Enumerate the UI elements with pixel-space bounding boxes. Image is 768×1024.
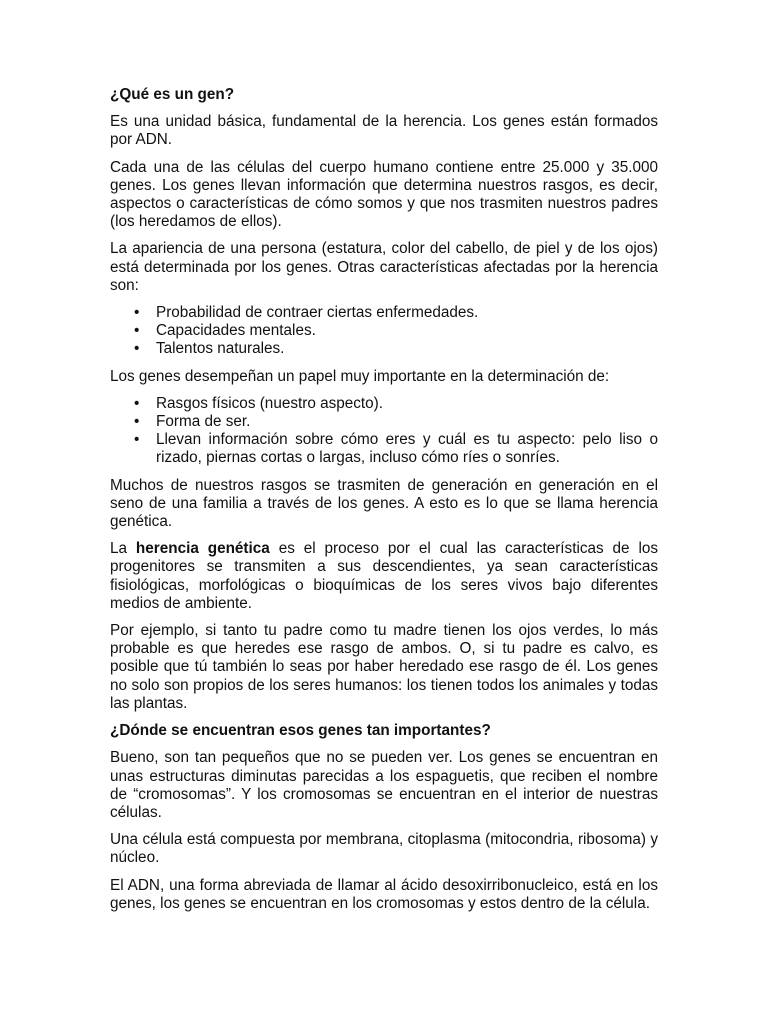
paragraph-lead: La [110, 540, 136, 558]
paragraph-celula: Una célula está compuesta por membrana, citoplasma (mitocondria, ribosoma) y núcleo. [110, 831, 658, 867]
paragraph-definicion: Es una unidad básica, fundamental de la herencia. Los genes están formados por ADN. [110, 113, 658, 149]
list-item-text: Rasgos físicos (nuestro aspecto). [156, 394, 384, 412]
bullet-icon: • [134, 304, 140, 322]
list-item-text: Forma de ser. [156, 413, 251, 431]
paragraph-cromosomas: Bueno, son tan pequeños que no se pueden ver. Los genes se encuentran en unas estructuras diminutas parecidas a los espaguetis, que reciben el nombre de “cromosomas”. Y los cromosomas se encuentran en el interior de nuestras células. [110, 749, 658, 821]
paragraph-determinacion: Los genes desempeñan un papel muy importante en la determinación de: [110, 367, 610, 385]
list-item [134, 340, 658, 358]
list-item-text: Capacidades mentales. [156, 322, 316, 340]
bullet-icon: • [134, 322, 140, 340]
bullet-icon: • [134, 340, 140, 358]
paragraph-adn: El ADN, una forma abreviada de llamar al ácido desoxirribonucleico, está en los genes, los genes se encuentran en los cromosomas y estos dentro de la célula. [110, 876, 658, 912]
document-page [110, 86, 658, 922]
bullet-icon: • [134, 431, 140, 449]
paragraph-ejemplo: Por ejemplo, si tanto tu padre como tu madre tienen los ojos verdes, lo más probable es que heredes ese rasgo de ambos. O, si tu padre es calvo, es posible que tú también lo seas por haber heredado ese rasgo de él. Los genes no solo son propios de los seres humanos: los tienen todos los animales y todas las plantas. [110, 622, 658, 712]
bullet-icon: • [134, 413, 140, 431]
list-item [134, 322, 658, 340]
paragraph-herencia-genetica [110, 540, 658, 613]
list-item-text: Talentos naturales. [156, 340, 285, 358]
list-item-text: Llevan información sobre cómo eres y cuál es tu aspecto: pelo liso o rizado, piernas cortas o largas, incluso cómo ríes o sonríes. [156, 431, 658, 467]
heading-donde-se-encuentran: ¿Dónde se encuentran esos genes tan importantes? [110, 722, 491, 740]
list-item [134, 394, 658, 413]
paragraph-rest: es el proceso por el cual las características de los progenitores se transmiten a sus descendientes, ya sean características fisiológicas, morfológicas o bioquímicas de los seres vivos bajo diferentes medios de ambiente. [110, 540, 659, 612]
list-caracteristicas-herencia [110, 304, 658, 359]
heading-que-es-un-gen: ¿Qué es un gen? [110, 86, 235, 103]
list-item [134, 304, 658, 322]
paragraph-apariencia: La apariencia de una persona (estatura, color del cabello, de piel y de los ojos) está determinada por los genes. Otras características afectadas por la herencia son: [110, 240, 658, 294]
list-item-text: Probabilidad de contraer ciertas enfermedades. [156, 304, 479, 322]
list-item [134, 431, 658, 467]
paragraph-generacion: Muchos de nuestros rasgos se trasmiten de generación en generación en el seno de una familia a través de los genes. A esto es lo que se llama herencia genética. [110, 476, 658, 531]
list-determinacion [110, 395, 658, 468]
term-herencia-genetica: herencia genética [135, 540, 270, 558]
list-item [134, 413, 658, 431]
paragraph-celulas-genes: Cada una de las células del cuerpo humano contiene entre 25.000 y 35.000 genes. Los genes llevan información que determina nuestros rasgos, es decir, aspectos o características de cómo somos y que nos trasmiten nuestros padres (los heredamos de ellos). [110, 158, 658, 231]
bullet-icon: • [134, 394, 140, 412]
